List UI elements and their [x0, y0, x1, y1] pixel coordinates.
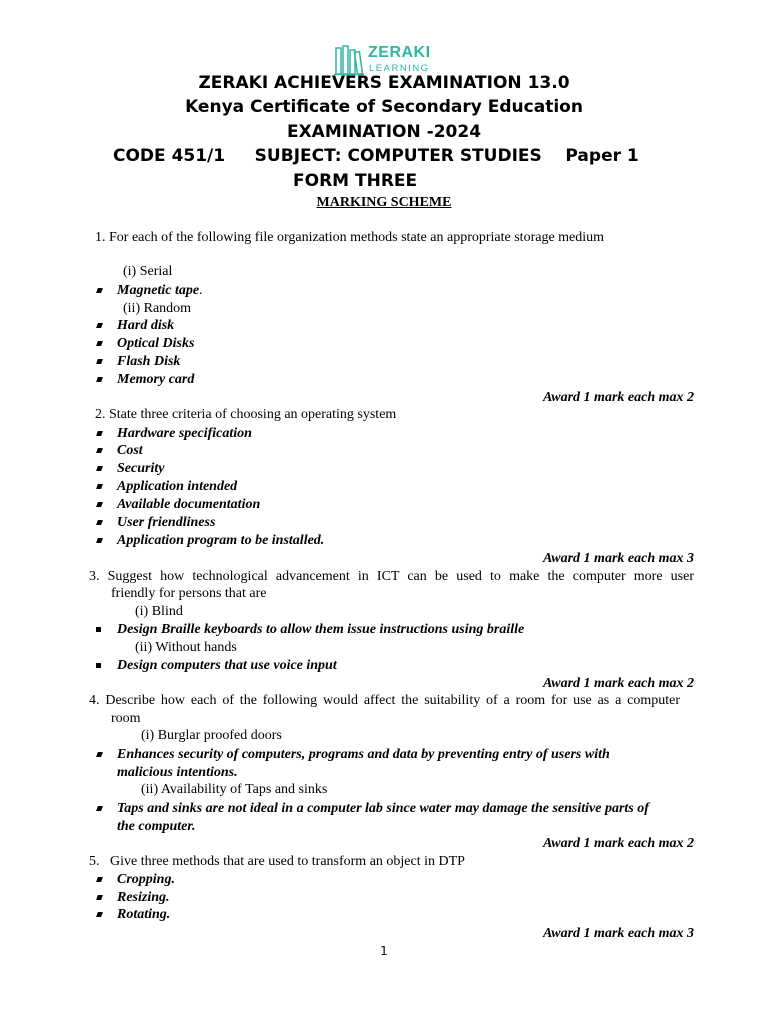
q4-sub-ii: (ii) Availability of Taps and sinks: [141, 782, 328, 797]
q1-answer: Hard disk: [117, 318, 175, 333]
question-1: 1. For each of the following file organization methods state an appropriate storage medium: [95, 230, 605, 245]
bullet: [96, 502, 103, 507]
question-3-line-1: 3. Suggest how technological advancement in ICT can be used to make the computer more user: [89, 569, 694, 584]
bullet: [96, 431, 103, 436]
logo-brand: ZERAKI: [368, 44, 431, 61]
q4-answer-ii-line-1: Taps and sinks are not ideal in a computer lab since water may damage the sensitive parts of: [117, 801, 649, 816]
page-number: 1: [380, 944, 388, 958]
q1-award: Award 1 mark each max 2: [542, 390, 694, 405]
bullet: [96, 538, 103, 543]
bullet: [96, 752, 103, 757]
bullet: [96, 627, 101, 632]
q2-answer: Application program to be installed.: [117, 533, 325, 548]
q3-award: Award 1 mark each max 2: [542, 676, 694, 691]
exam-code-subject: CODE 451/1 SUBJECT: COMPUTER STUDIES Paper 1: [113, 146, 639, 166]
q1-answer: Flash Disk: [117, 354, 181, 369]
bullet: [96, 484, 103, 489]
bullet: [96, 466, 103, 471]
exam-title: ZERAKI ACHIEVERS EXAMINATION 13.0: [198, 73, 570, 93]
q2-answer: Hardware specification: [117, 426, 252, 441]
q3-answer-i: Design Braille keyboards to allow them issue instructions using braille: [117, 622, 525, 637]
bullet: [96, 877, 103, 882]
q2-answer: Cost: [117, 443, 143, 458]
question-4-line-1: 4. Describe how each of the following would affect the suitability of a room for use as a computer: [89, 693, 680, 708]
bullet: [96, 288, 103, 293]
q1-sub-ii: (ii) Random: [123, 301, 192, 316]
question-4-line-2: room: [111, 711, 141, 726]
question-3-line-2: friendly for persons that are: [111, 586, 267, 601]
q2-answer: Security: [117, 461, 165, 476]
q4-sub-i: (i) Burglar proofed doors: [141, 728, 282, 743]
q2-answer: User friendliness: [117, 515, 216, 530]
q2-answer: Application intended: [117, 479, 238, 494]
q4-answer-ii-line-2: the computer.: [117, 819, 196, 834]
question-2: 2. State three criteria of choosing an operating system: [95, 407, 397, 422]
q5-award: Award 1 mark each max 3: [542, 926, 694, 941]
q5-answer: Cropping.: [117, 872, 175, 887]
bullet: [96, 806, 103, 811]
q2-award: Award 1 mark each max 3: [542, 551, 694, 566]
q4-award: Award 1 mark each max 2: [542, 836, 694, 851]
q5-answer: Resizing.: [117, 890, 170, 905]
q2-answer: Available documentation: [117, 497, 261, 512]
q3-sub-ii: (ii) Without hands: [135, 640, 237, 655]
q1-answer: Optical Disks: [117, 336, 195, 351]
q5-answer: Rotating.: [117, 907, 171, 922]
q4-answer-i-line-1: Enhances security of computers, programs and data by preventing entry of users with: [117, 747, 610, 762]
q3-sub-i: (i) Blind: [135, 604, 183, 619]
q1-sub-i: (i) Serial: [123, 264, 173, 279]
q1-answer: Magnetic tape.: [117, 283, 203, 298]
q3-answer-ii: Design computers that use voice input: [117, 658, 337, 673]
bullet: [96, 895, 103, 900]
bullet: [96, 359, 103, 364]
q1-answer: Memory card: [117, 372, 195, 387]
bullet: [96, 448, 103, 453]
q4-answer-i-line-2: malicious intentions.: [117, 765, 238, 780]
bullet: [96, 377, 103, 382]
bullet: [96, 323, 103, 328]
logo-sub: LEARNING: [369, 63, 430, 74]
bullet: [96, 341, 103, 346]
bullet: [96, 663, 101, 668]
marking-scheme-title: MARKING SCHEME: [316, 195, 452, 210]
bullet: [96, 520, 103, 525]
exam-form: FORM THREE: [293, 171, 418, 191]
bullet: [96, 912, 103, 917]
question-5: 5. Give three methods that are used to transform an object in DTP: [89, 854, 465, 869]
exam-year: EXAMINATION -2024: [286, 122, 482, 142]
exam-subtitle: Kenya Certificate of Secondary Education: [185, 97, 583, 117]
